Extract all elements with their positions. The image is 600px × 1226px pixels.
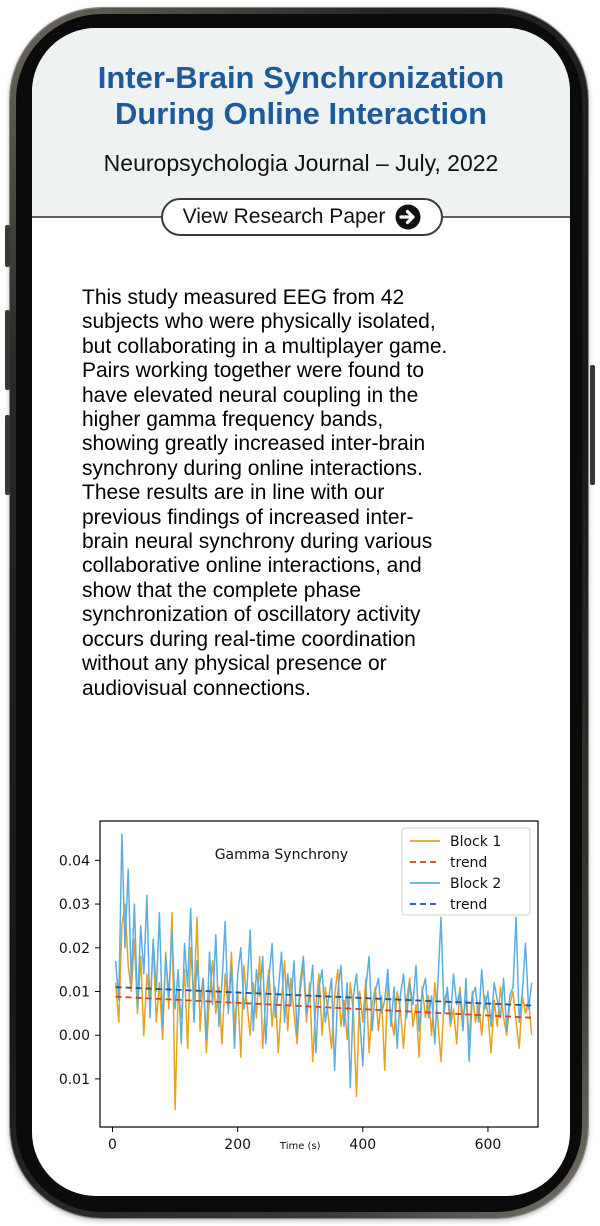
- y-tick-label: 0.02: [58, 940, 90, 957]
- y-tick-label: 0.01: [58, 984, 90, 1001]
- view-research-paper-label: View Research Paper: [182, 205, 386, 228]
- x-tick-label: 600: [474, 1137, 502, 1153]
- phone-action-button: [5, 225, 10, 267]
- abstract-line: synchrony during online interactions.: [82, 456, 423, 480]
- y-tick-label: 0.00: [58, 1028, 90, 1045]
- abstract-line: collaborative online interactions, and: [82, 554, 422, 578]
- abstract-line: brain neural synchrony during various: [82, 530, 433, 554]
- legend-label: trend: [450, 855, 488, 871]
- phone-power-button: [590, 365, 595, 485]
- phone-volume-down-button: [5, 415, 10, 495]
- abstract-line: have elevated neural coupling in the: [82, 383, 419, 407]
- abstract-line: audiovisual connections.: [82, 676, 311, 700]
- x-tick-label: 400: [349, 1137, 377, 1153]
- x-tick-label: 0: [108, 1137, 117, 1153]
- legend-label: Block 2: [450, 876, 502, 892]
- abstract-line: higher gamma frequency bands,: [82, 408, 384, 432]
- y-tick-label: 0.01: [58, 1071, 90, 1088]
- title-line-2: During Online Interaction: [114, 96, 487, 131]
- abstract-line: occurs during real-time coordination: [82, 627, 416, 651]
- x-tick-label: 200: [224, 1137, 252, 1153]
- abstract-line: This study measured EEG from 42: [82, 286, 405, 309]
- arrow-right-circle-icon: [395, 204, 421, 230]
- y-tick-label: 0.04: [58, 853, 90, 870]
- abstract-text: [82, 286, 542, 701]
- y-tick-label: 0.03: [58, 897, 90, 914]
- journal-subtitle: Neuropsychologia Journal – July, 2022: [103, 150, 499, 176]
- abstract-line: but collaborating in a multiplayer game.: [82, 334, 448, 358]
- article-header: [32, 28, 570, 218]
- abstract-line: subjects who were physically isolated,: [82, 310, 436, 334]
- abstract-line: without any physical presence or: [82, 652, 387, 676]
- abstract-line: show that the complete phase: [82, 578, 362, 602]
- legend-label: Block 1: [450, 834, 502, 850]
- gamma-synchrony-chart: [32, 808, 570, 1168]
- legend-label: trend: [450, 897, 488, 913]
- abstract-line: previous findings of increased inter-: [82, 505, 414, 529]
- abstract-line: These results are in line with our: [82, 481, 385, 505]
- title-line-1: Inter-Brain Synchronization: [97, 60, 505, 95]
- chart-title: Gamma Synchrony: [214, 847, 349, 864]
- abstract-line: showing greatly increased inter-brain: [82, 432, 426, 456]
- phone-volume-up-button: [5, 310, 10, 390]
- x-axis-label: Time (s): [279, 1141, 321, 1152]
- view-research-paper-button[interactable]: [161, 198, 443, 236]
- abstract-line: synchronization of oscillatory activity: [82, 603, 421, 627]
- phone-screen: [32, 28, 570, 1196]
- article-title: [32, 60, 570, 132]
- abstract-line: Pairs working together were found to: [82, 359, 425, 383]
